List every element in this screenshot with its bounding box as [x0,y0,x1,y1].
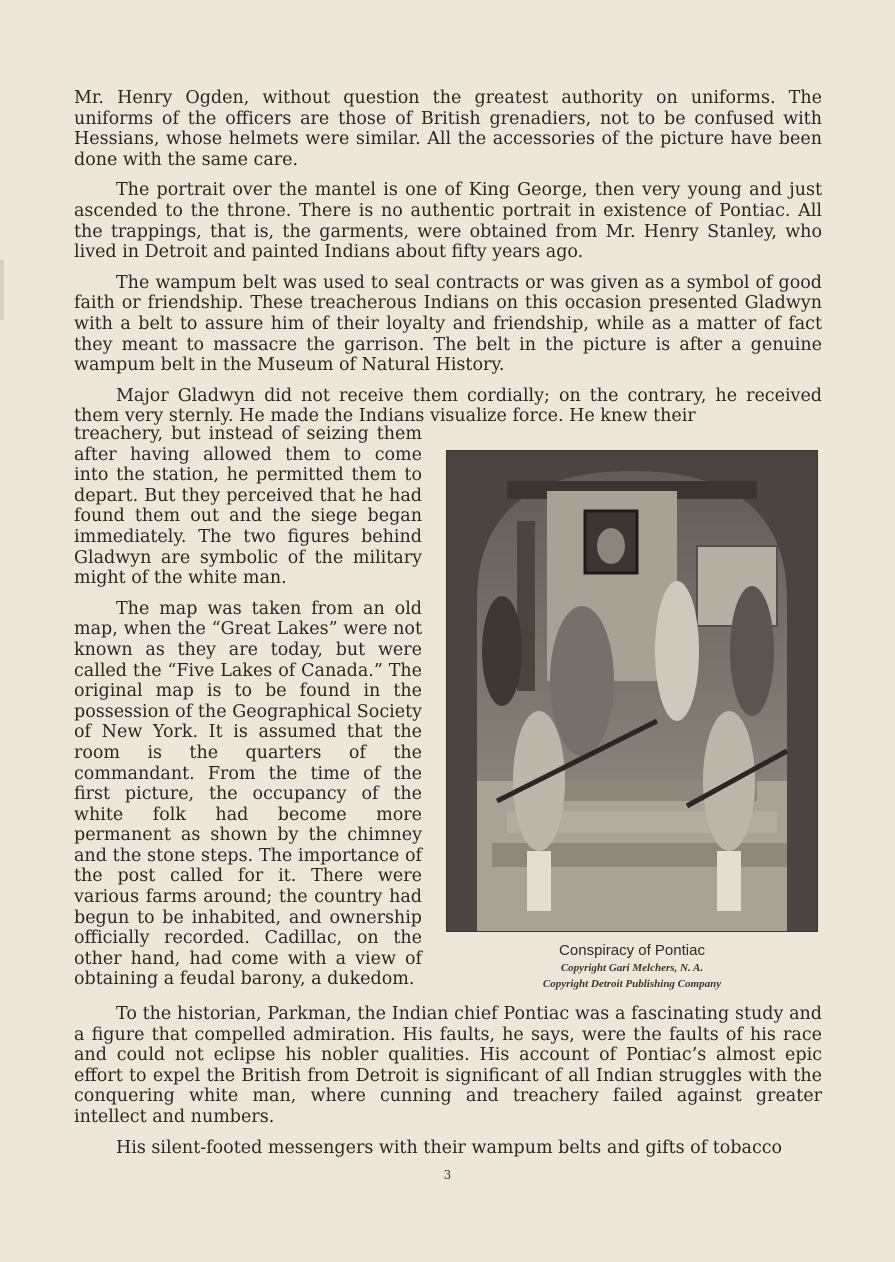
paragraph-portrait: The portrait over the mantel is one of King George, then very young and just ascended to the throne. There is no authentic portrait in existence of Pontiac. All the trappings, that is, the garments, were obtained from Mr. Henry Stanley, who lived in Detroit and painted Indians about fifty years ago. [74,180,822,263]
page-number: 3 [443,1168,452,1182]
figure-credit-melchers: Copyright Gari Melchers, N. A. [560,962,704,974]
top-text-block [74,88,822,427]
paragraph-gladwyn-cont: treachery, but instead of seizing them after having allowed them to come into the station, he permitted them to depart. But they perceived that he had found them out and the siege began immediately. The two figures behind Gladwyn are symbolic of the military might of the white man. [74,424,422,589]
bottom-text-block [74,1004,822,1158]
paragraph-messengers: His silent-footed messengers with their wampum belts and gifts of tobacco [116,1137,783,1158]
paragraph-map: The map was taken from an old map, when the “Great Lakes” were not known as they are today, but were called the “Five Lakes of Canada.” The original map is to be found in the possession of the Geographical Society of New York. It is assumed that the room is the quarters of the commandant. From the time of the first picture, the occupancy of the white folk had become more permanent as shown by the chimney and the stone steps. The importance of the post called for it. There were various farms around; the country had begun to be inhabited, and ownership officially recorded. Cadillac, on the other hand, had come with a view of obtaining a feudal barony, a dukedom. [74,598,422,990]
paragraph-wampum: The wampum belt was used to seal contracts or was given as a symbol of good faith or friendship. These treacherous Indians on this occasion presented Gladwyn with a belt to assure him of their loyalty and friendship, while as a matter of fact they meant to massacre the garrison. The belt in the picture is after a genuine wampum belt in the Museum of Natural History. [74,272,822,376]
figure-caption-title: Conspiracy of Pontiac [559,942,705,959]
page-fold-shadow [0,260,4,320]
paragraph-parkman: To the historian, Parkman, the Indian chief Pontiac was a fascinating study and a figure that compelled admiration. His faults, he says, were the faults of his race and could not eclipse his nobler qualities. His account of Pontiac’s almost epic effort to expel the British from Detroit is significant of all Indian struggles with the conquering white man, where cunning and treachery failed against greater intellect and numbers. [74,1004,822,1127]
figure-credit-publisher: Copyright Detroit Publishing Company [542,978,722,990]
illustration-plate [446,450,818,932]
paragraph-ogden: Mr. Henry Ogden, without question the greatest authority on uniforms. The uniforms of the officers are those of British grenadiers, not to be confused with Hessians, whose helmets were similar. All the accessories of the picture have been done with the same care. [74,88,822,170]
illustration-figure [446,450,818,992]
conspiracy-painting-image [447,451,817,931]
wrapped-text-block [74,424,422,1000]
paragraph-gladwyn-start: Major Gladwyn did not receive them cordially; on the contrary, he received them very sternly. He made the Indians visualize force. He knew their [74,385,822,427]
